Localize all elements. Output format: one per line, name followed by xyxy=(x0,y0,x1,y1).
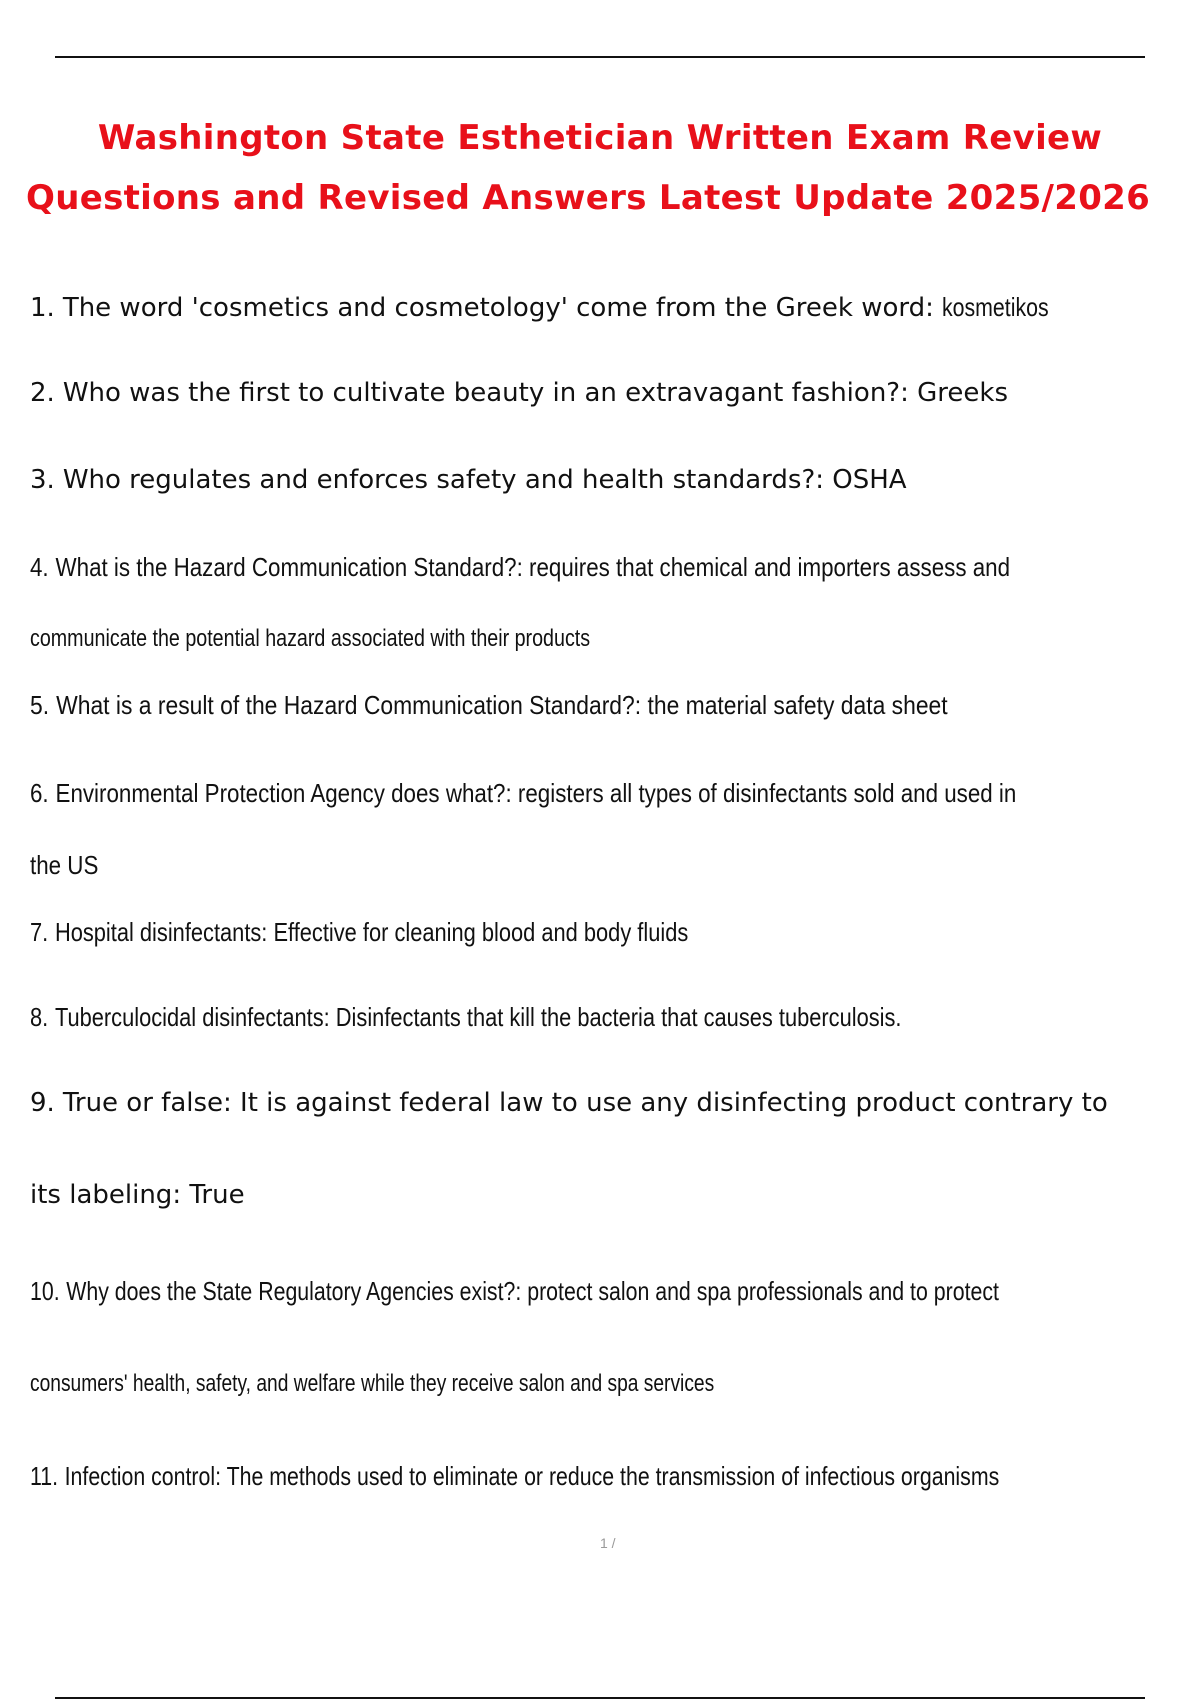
item-number: 9. xyxy=(30,1088,55,1118)
list-item xyxy=(30,917,688,948)
list-item xyxy=(30,465,907,495)
answer-continuation: communicate the potential hazard associated with their products xyxy=(30,625,591,652)
question-text: True or false: It is against federal law to use any disinfecting product contrary to xyxy=(62,1088,1108,1118)
answer-text: kosmetikos xyxy=(942,292,1049,322)
item-number: 10. xyxy=(30,1276,60,1306)
list-item-continuation xyxy=(30,1180,245,1210)
document-title-line1: Washington State Esthetician Written Exam Review xyxy=(97,118,1103,158)
question-text: its labeling: xyxy=(30,1180,182,1210)
question-text: Tuberculocidal disinfectants: xyxy=(54,1002,330,1032)
top-rule xyxy=(55,56,1145,58)
answer-text: Effective for cleaning blood and body fluids xyxy=(273,917,689,947)
list-item xyxy=(30,778,1016,809)
list-item xyxy=(30,1461,999,1492)
list-item xyxy=(30,1276,999,1307)
answer-text: Greeks xyxy=(917,378,1008,408)
document-title-line2: Questions and Revised Answers Latest Update 2025/2026 xyxy=(26,178,1151,218)
item-number: 2. xyxy=(30,378,55,408)
bottom-rule xyxy=(55,1697,1145,1699)
answer-text: The methods used to eliminate or reduce the transmission of infectious organisms xyxy=(226,1461,1000,1491)
question-text: Infection control: xyxy=(64,1461,222,1491)
question-text: Environmental Protection Agency does what?: xyxy=(55,778,512,808)
item-number: 5. xyxy=(30,690,50,720)
answer-text: protect salon and spa professionals and to protect xyxy=(527,1276,999,1306)
answer-text: Disinfectants that kill the bacteria that causes tuberculosis. xyxy=(335,1002,902,1032)
item-number: 3. xyxy=(30,465,55,495)
question-text: The word 'cosmetics and cosmetology' come from the Greek word: xyxy=(62,293,934,323)
list-item xyxy=(30,1088,1108,1118)
item-number: 11. xyxy=(30,1461,59,1491)
page-number: 1 / xyxy=(600,1535,616,1551)
answer-continuation: the US xyxy=(30,850,99,880)
item-number: 1. xyxy=(30,293,55,323)
list-item xyxy=(30,690,948,721)
answer-continuation: consumers' health, safety, and welfare while they receive salon and spa services xyxy=(30,1370,715,1397)
answer-text: True xyxy=(189,1180,245,1210)
question-text: Hospital disinfectants: xyxy=(54,917,268,947)
item-number: 4. xyxy=(30,552,49,582)
item-number: 8. xyxy=(30,1002,49,1032)
list-item xyxy=(30,552,1010,583)
answer-text: the material safety data sheet xyxy=(647,690,948,720)
question-text: Who regulates and enforces safety and health standards?: xyxy=(62,465,825,495)
answer-text: OSHA xyxy=(832,465,907,495)
answer-text: registers all types of disinfectants sold and used in xyxy=(517,778,1017,808)
question-text: What is the Hazard Communication Standard?: xyxy=(55,552,523,582)
list-item xyxy=(30,378,1008,408)
question-text: What is a result of the Hazard Communication Standard?: xyxy=(56,690,642,720)
item-number: 6. xyxy=(30,778,49,808)
answer-text: requires that chemical and importers assess and xyxy=(529,552,1011,582)
list-item xyxy=(30,292,1072,323)
question-text: Why does the State Regulatory Agencies exist?: xyxy=(66,1276,522,1306)
item-number: 7. xyxy=(30,917,49,947)
list-item xyxy=(30,1002,901,1033)
question-text: Who was the first to cultivate beauty in an extravagant fashion?: xyxy=(62,378,909,408)
